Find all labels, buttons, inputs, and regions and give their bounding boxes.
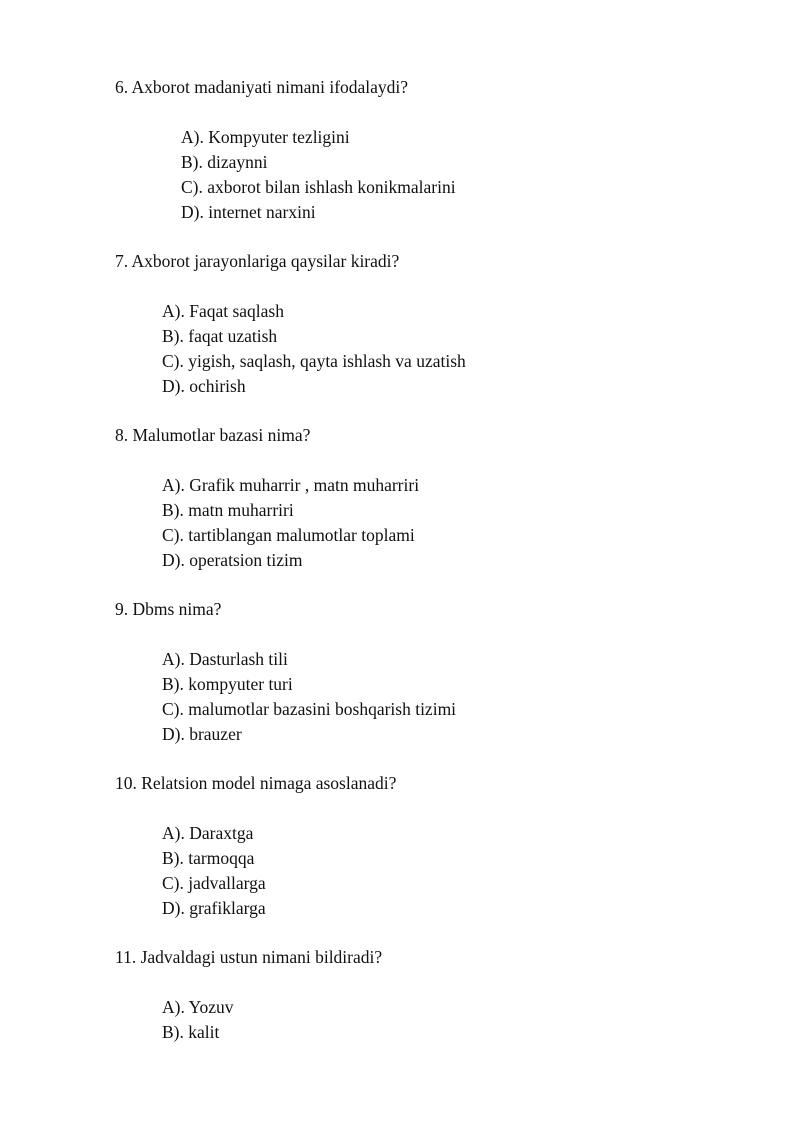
option-d: D). grafiklarga <box>162 898 266 918</box>
question-text: 10. Relatsion model nimaga asoslanadi? <box>115 773 397 793</box>
option-b: B). kompyuter turi <box>162 674 293 694</box>
question-6 <box>115 75 755 225</box>
question-9 <box>115 597 755 747</box>
options-list <box>115 473 755 573</box>
question-text: 8. Malumotlar bazasi nima? <box>115 425 311 445</box>
question-text: 11. Jadvaldagi ustun nimani bildiradi? <box>115 947 383 967</box>
options-list <box>115 125 755 225</box>
option-a: A). Dasturlash tili <box>162 649 288 669</box>
option-a: A). Daraxtga <box>162 823 254 843</box>
option-d: D). brauzer <box>162 724 242 744</box>
question-text: 9. Dbms nima? <box>115 599 222 619</box>
question-text: 7. Axborot jarayonlariga qaysilar kiradi? <box>115 251 400 271</box>
question-7 <box>115 249 755 399</box>
option-c: C). yigish, saqlash, qayta ishlash va uzatish <box>162 351 466 371</box>
option-d: D). ochirish <box>162 376 246 396</box>
option-a: A). Faqat saqlash <box>162 301 284 321</box>
option-b: B). faqat uzatish <box>162 326 278 346</box>
options-list <box>115 299 755 399</box>
question-10 <box>115 771 755 921</box>
option-d: D). internet narxini <box>181 202 316 222</box>
option-b: B). kalit <box>162 1022 220 1042</box>
option-a: A). Kompyuter tezligini <box>181 127 350 147</box>
option-d: D). operatsion tizim <box>162 550 303 570</box>
option-c: C). malumotlar bazasini boshqarish tizimi <box>162 699 457 719</box>
options-list <box>115 647 755 747</box>
options-list <box>115 995 755 1045</box>
question-11 <box>115 945 755 1045</box>
option-b: B). dizaynni <box>181 152 268 172</box>
option-a: A). Yozuv <box>162 997 234 1017</box>
option-c: C). axborot bilan ishlash konikmalarini <box>181 177 456 197</box>
option-a: A). Grafik muharrir , matn muharriri <box>162 475 420 495</box>
option-c: C). jadvallarga <box>162 873 266 893</box>
option-c: C). tartiblangan malumotlar toplami <box>162 525 415 545</box>
option-b: B). tarmoqqa <box>162 848 255 868</box>
question-8 <box>115 423 755 573</box>
options-list <box>115 821 755 921</box>
question-text: 6. Axborot madaniyati nimani ifodalaydi? <box>115 77 409 97</box>
option-b: B). matn muharriri <box>162 500 294 520</box>
